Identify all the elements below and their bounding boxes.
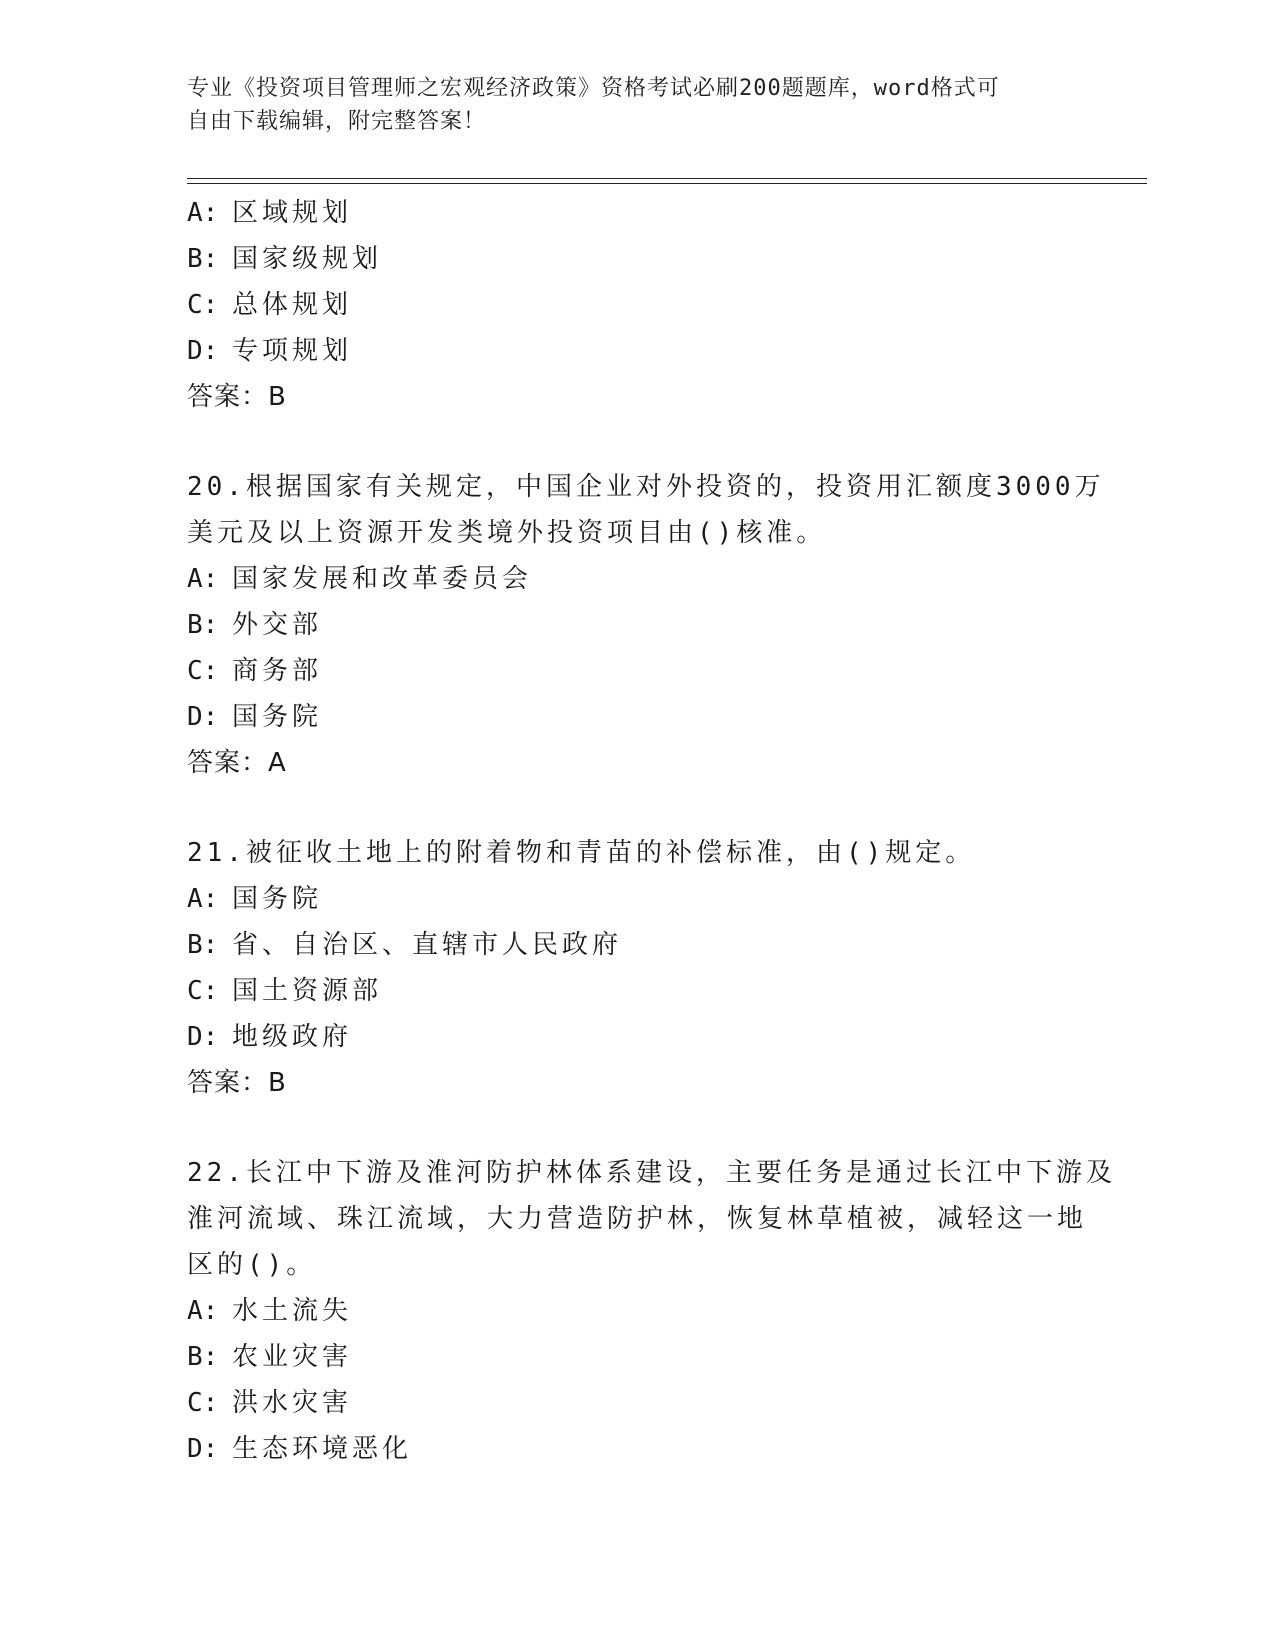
option-key: D:	[187, 1022, 219, 1052]
question-list	[187, 190, 1116, 1472]
option-text: 洪水灾害	[232, 1388, 353, 1418]
question-stem-line: 22.长江中下游及淮河防护林体系建设，主要任务是通过长江中下游及	[187, 1158, 1116, 1188]
option-b	[187, 922, 1087, 968]
option-key: B:	[187, 930, 219, 960]
option-b	[187, 602, 1087, 648]
option-d	[187, 1014, 1087, 1060]
question-stem-line: 21.被征收土地上的附着物和青苗的补偿标准，由()规定。	[187, 838, 976, 868]
option-key: D:	[187, 702, 219, 732]
question-22	[187, 1150, 1116, 1472]
option-a	[187, 190, 1087, 236]
option-text: 国土资源部	[232, 976, 383, 1006]
question-21	[187, 830, 1087, 1106]
answer-line: 答案：B	[187, 382, 287, 412]
option-text: 国家级规划	[232, 244, 383, 274]
option-key: C:	[187, 1388, 219, 1418]
question-19	[187, 190, 1087, 420]
option-text: 区域规划	[232, 198, 353, 228]
option-key: C:	[187, 656, 219, 686]
option-a	[187, 1288, 1087, 1334]
question-stem-line: 区的()。	[187, 1250, 317, 1280]
option-text: 国家发展和改革委员会	[232, 564, 533, 594]
header-rule-top	[187, 178, 1147, 179]
question-20	[187, 464, 1105, 786]
option-b	[187, 236, 1087, 282]
option-key: A:	[187, 564, 219, 594]
option-text: 商务部	[232, 656, 323, 686]
option-c	[187, 282, 1087, 328]
option-key: A:	[187, 198, 219, 228]
option-key: A:	[187, 1296, 219, 1326]
header-line-1: 专业《投资项目管理师之宏观经济政策》资格考试必刷200题题库，word格式可	[187, 76, 1000, 101]
question-stem-line: 美元及以上资源开发类境外投资项目由()核准。	[187, 518, 827, 548]
option-c	[187, 648, 1087, 694]
option-text: 外交部	[232, 610, 323, 640]
question-stem-line: 淮河流域、珠江流域，大力营造防护林，恢复林草植被，减轻这一地	[187, 1204, 1088, 1234]
header-rule-bottom	[187, 183, 1147, 184]
question-stem-line: 20.根据国家有关规定，中国企业对外投资的，投资用汇额度3000万	[187, 472, 1105, 502]
option-c	[187, 1380, 1087, 1426]
option-key: B:	[187, 1342, 219, 1372]
header-line-2: 自由下载编辑，附完整答案！	[187, 109, 487, 134]
option-key: C:	[187, 976, 219, 1006]
option-text: 国务院	[232, 884, 323, 914]
option-text: 农业灾害	[232, 1342, 353, 1372]
option-text: 生态环境恶化	[232, 1434, 413, 1464]
option-d	[187, 694, 1087, 740]
option-d	[187, 1426, 1087, 1472]
option-a	[187, 556, 1087, 602]
answer-line: 答案：B	[187, 1068, 287, 1098]
option-key: D:	[187, 1434, 219, 1464]
option-key: D:	[187, 336, 219, 366]
answer-line: 答案：A	[187, 748, 287, 778]
option-a	[187, 876, 1087, 922]
option-key: B:	[187, 244, 219, 274]
option-c	[187, 968, 1087, 1014]
option-text: 地级政府	[232, 1022, 353, 1052]
option-text: 专项规划	[232, 336, 353, 366]
option-text: 水土流失	[232, 1296, 353, 1326]
option-b	[187, 1334, 1087, 1380]
option-text: 总体规划	[232, 290, 353, 320]
option-key: C:	[187, 290, 219, 320]
document-header	[187, 72, 1067, 138]
option-key: A:	[187, 884, 219, 914]
option-d	[187, 328, 1087, 374]
option-key: B:	[187, 610, 219, 640]
option-text: 省、自治区、直辖市人民政府	[232, 930, 623, 960]
option-text: 国务院	[232, 702, 323, 732]
